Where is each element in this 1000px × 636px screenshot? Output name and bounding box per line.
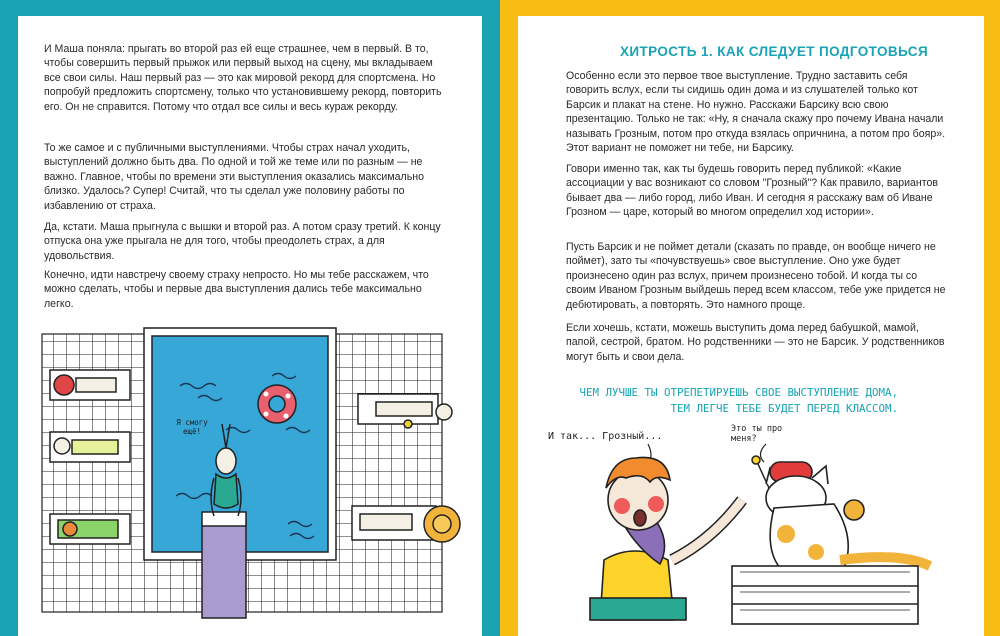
sunbed-left-3 [50, 514, 130, 544]
left-paragraph-2: То же самое и с публичными выступлениями. Чтобы страх начал уходить, выступлений должно быть два. По одной и той же теме или по разным — не важно. Главное, чтобы по времени эти выступления оказались максимально близко. Удалось? Супер! Считай, что ты сделал уже половину работы по избавлению от страха. [44, 142, 424, 212]
sun-hat [424, 506, 460, 542]
callout-quote [560, 386, 898, 415]
sunbed-left-2 [50, 432, 130, 462]
sunbed-right-1 [358, 394, 452, 428]
diving-board [202, 512, 246, 618]
sunbed-left-1 [50, 370, 130, 400]
boy-and-cat-illustration [590, 448, 934, 620]
callout-line-2: ТЕМ ЛЕГЧЕ ТЕБЕ БУДЕТ ПЕРЕД КЛАССОМ. [670, 402, 898, 415]
cat-barsik [766, 462, 930, 568]
chest-of-drawers [732, 566, 918, 624]
left-paragraph-4: Конечно, идти навстречу своему страху непросто. Но мы тебе расскажем, что можно сделать, чтобы и первые два выступления дались тебе максимально легко. [44, 269, 429, 310]
right-paragraph-4: Если хочешь, кстати, можешь выступить дома перед бабушкой, мамой, папой, сестрой, братом. Но родственники — это не Барсик. У родственников могут быть и свои дела. [566, 322, 945, 363]
left-paragraph-3: Да, кстати. Маша прыгнула с вышки и второй раз. А потом сразу третий. К концу отпуска она уже прыгала не для того, чтобы преодолеть страх, а для удовольствия. [44, 221, 441, 262]
right-paragraph-3: Пусть Барсик и не поймет детали (сказать по правде, он вообще ничего не поймет), зато ты «почувствуешь» свое выступление. Оно уже будет произнесено один раз вслух, причем произнесено тобой. И когда ты со своим Иваном Грозным выйдешь перед всем классом, тебе уже придется не дебютировать, а повторять. Это намного проще. [566, 241, 946, 311]
swim-ring [258, 385, 296, 423]
boy [590, 457, 742, 620]
right-paragraph-2: Говори именно так, как ты будешь говорить перед публикой: «Какие ассоциации у вас возникают со словом "Грозный"? Как правило, вариантов бывает два — либо город, либо Иван. И сегодня я расскажу вам об Иване Грозном — царе, который во многом определил ход истории». [566, 163, 939, 219]
right-paragraph-1: Особенно если это первое твое выступление. Трудно заставить себя говорить вслух, если ты сидишь один дома и из слушателей только кот Барсик и плакат на стене. Но нужно. Расскажи Барсику всю свою презентацию. Только не так: «Ну, я сначала скажу про почему Ивана начали называть Грозным, потом про откуда взялась опричнина, а потом про бояр». Этот вариант не поможет ни тебе, ни Барсику. [566, 70, 946, 155]
girl-speech: Я смогу ещё! [176, 418, 208, 436]
section-heading: ХИТРОСТЬ 1. КАК СЛЕДУЕТ ПОДГОТОВЬСЯ [620, 44, 929, 59]
pool-illustration [40, 328, 460, 618]
boy-speech: И так... Грозный... [548, 431, 663, 442]
cat-speech: Это ты про меня? [731, 424, 783, 444]
left-paragraph-1: И Маша поняла: прыгать во второй раз ей еще страшнее, чем в первый. В то, чтобы совершить первый прыжок или первый выход на сцену, мы вкладываем все свои силы. Наш первый раз — это как мировой рекорд для спортсмена. Но попробуй предложить спортсмену, только что установившему рекорд, повторить его. Он не справится. Потому что отдал все силы и весь кураж рекорду. [44, 43, 442, 113]
callout-line-1: ЧЕМ ЛУЧШЕ ТЫ ОТРЕПЕТИРУЕШЬ СВОЕ ВЫСТУПЛЕНИЕ ДОМА, [579, 386, 898, 399]
